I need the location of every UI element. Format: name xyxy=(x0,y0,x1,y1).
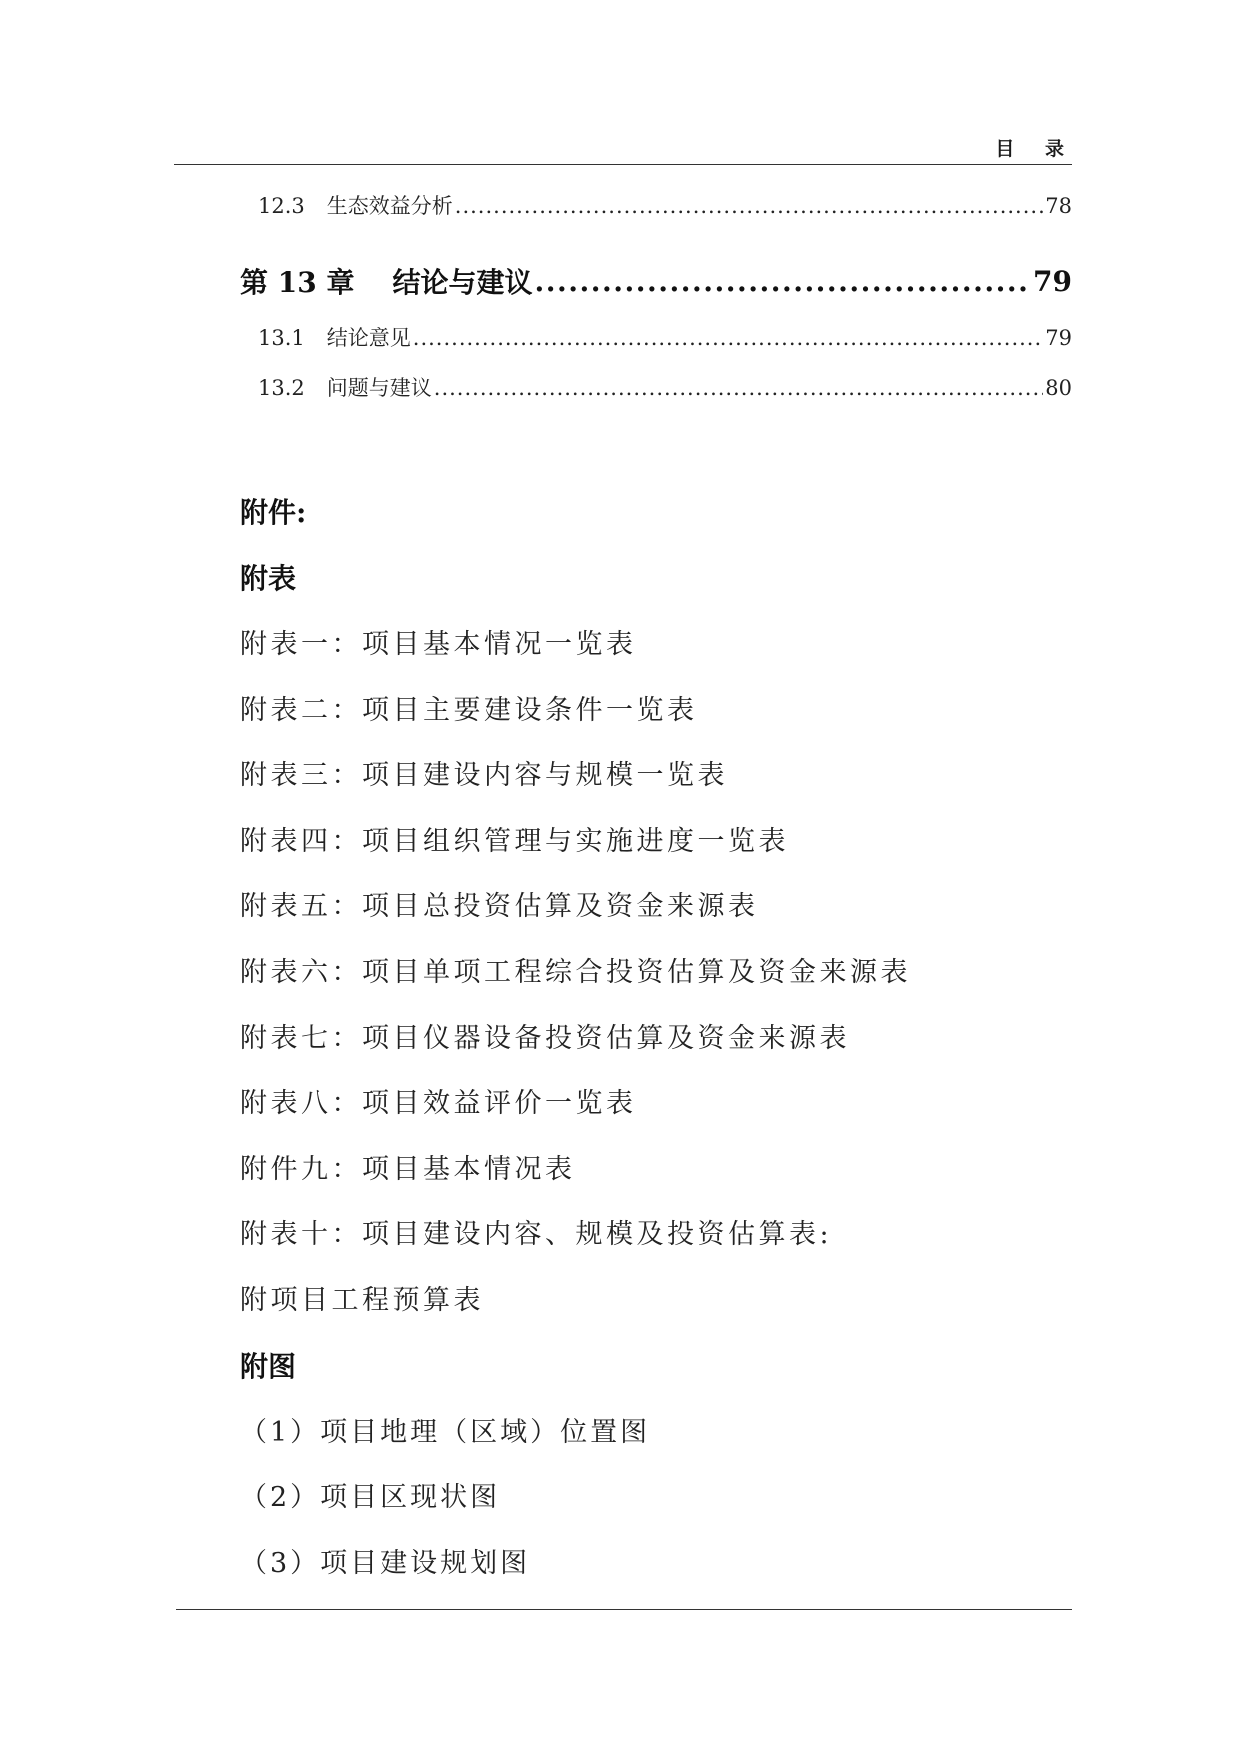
toc-entry-title: 问题与建议 xyxy=(326,376,432,400)
appendix-table-item: 附表五：项目总投资估算及资金来源表 xyxy=(240,891,759,923)
toc-entry-title: 生态效益分析 xyxy=(326,194,453,218)
header-rule xyxy=(174,164,1072,165)
toc-dot-leader xyxy=(434,376,1044,400)
appendix-table-item: 附表三：项目建设内容与规模一览表 xyxy=(240,760,728,792)
appendix-figure-item: （1）项目地理（区域）位置图 xyxy=(240,1416,651,1448)
toc-entry-page: 78 xyxy=(1045,194,1072,218)
toc-entry-13-1[interactable] xyxy=(240,322,1072,372)
appendix-table-item: 附表二：项目主要建设条件一览表 xyxy=(240,694,698,726)
appendix-table-item: 附表七：项目仪器设备投资估算及资金来源表 xyxy=(240,1022,850,1054)
toc-entry-number: 12.3 xyxy=(258,194,305,218)
appendix-section xyxy=(240,480,1060,1596)
toc-entry-number: 13.2 xyxy=(258,376,305,400)
appendix-figure-item: （2）项目区现状图 xyxy=(240,1482,501,1514)
appendix-table-item: 附表六：项目单项工程综合投资估算及资金来源表 xyxy=(240,956,911,988)
appendix-table-item: 附表十：项目建设内容、规模及投资估算表: xyxy=(240,1219,833,1251)
toc-chapter-page: 79 xyxy=(1033,264,1072,298)
appendix-table-item: 附表一：项目基本情况一览表 xyxy=(240,629,637,660)
toc-dot-leader xyxy=(413,326,1044,350)
appendix-tables-heading: 附表 xyxy=(240,562,297,595)
table-of-contents xyxy=(240,190,1072,422)
appendix-table-item: 附表四：项目组织管理与实施进度一览表 xyxy=(240,825,789,857)
appendix-table-item: 附件九：项目基本情况表 xyxy=(240,1153,576,1185)
toc-entry-title: 结论意见 xyxy=(326,326,411,350)
toc-entry-page: 79 xyxy=(1045,326,1072,350)
toc-dot-leader xyxy=(534,265,1031,298)
page-header-title: 目 录 xyxy=(995,138,1076,160)
toc-entry-number: 13.1 xyxy=(258,326,305,350)
appendix-heading: 附件: xyxy=(240,496,307,529)
toc-entry-13-2[interactable] xyxy=(240,372,1072,422)
appendix-figures-heading: 附图 xyxy=(240,1349,297,1383)
toc-entry-12-3[interactable] xyxy=(240,190,1072,240)
appendix-figure-item: （3）项目建设规划图 xyxy=(240,1547,531,1579)
appendix-table-item: 附表八：项目效益评价一览表 xyxy=(240,1088,637,1120)
toc-dot-leader xyxy=(455,194,1044,218)
footer-rule xyxy=(176,1609,1072,1610)
toc-entry-page: 80 xyxy=(1045,376,1072,400)
appendix-table-item: 附项目工程预算表 xyxy=(240,1284,484,1316)
toc-chapter-number: 第 13 章 xyxy=(240,266,355,299)
toc-chapter-13[interactable] xyxy=(240,240,1072,322)
toc-chapter-title: 结论与建议 xyxy=(392,266,533,299)
